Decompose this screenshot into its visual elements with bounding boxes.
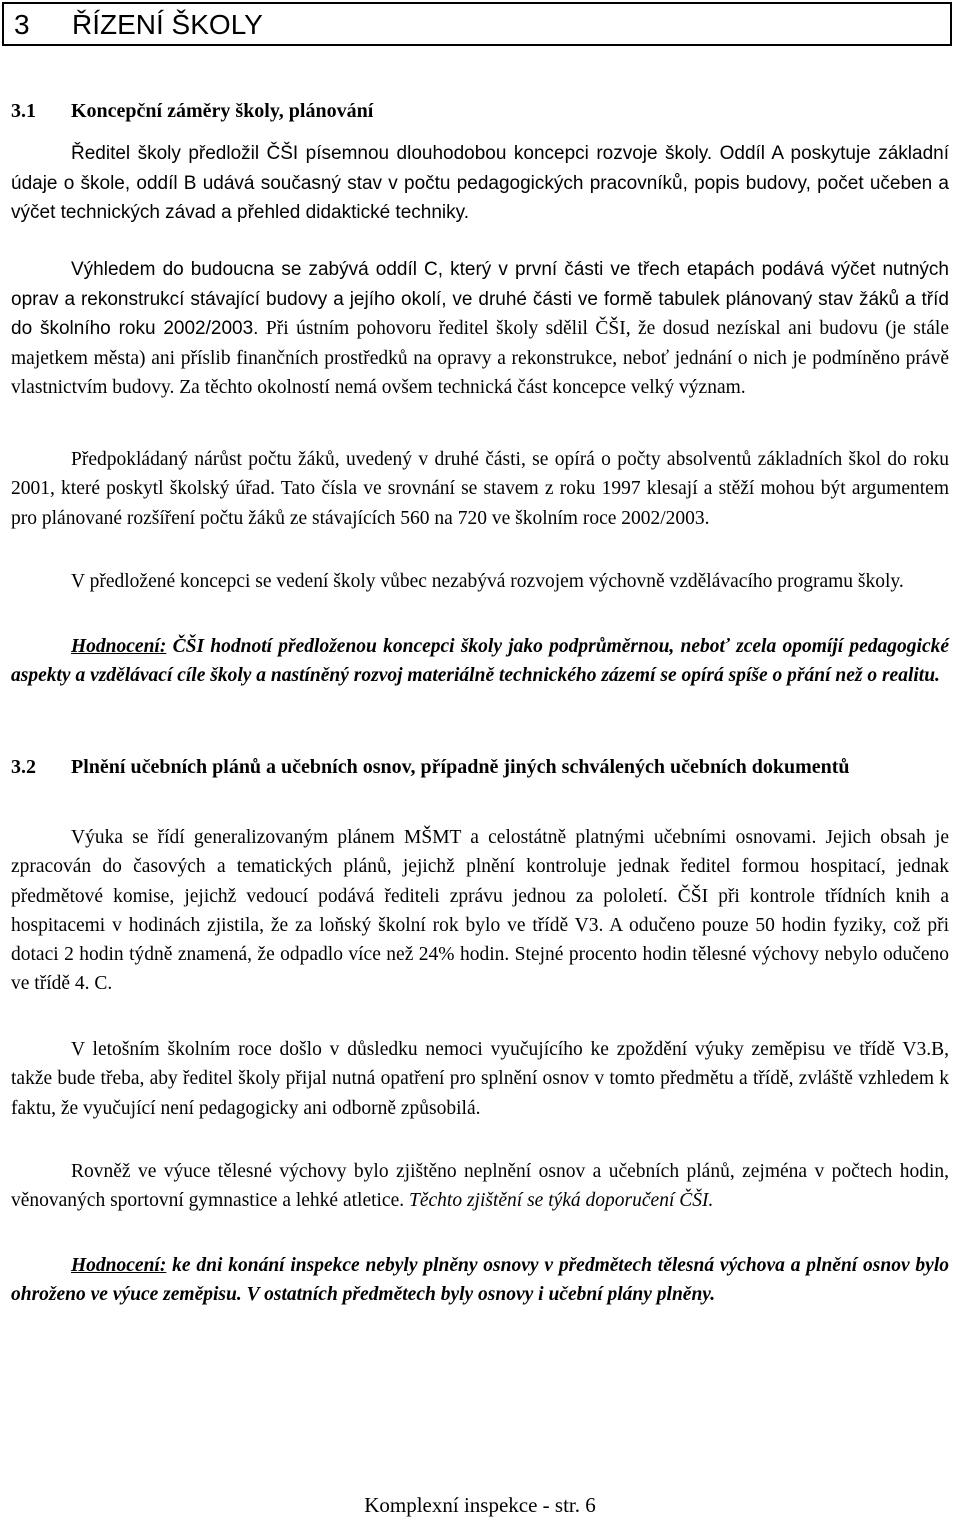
section-3-2-evaluation-label: Hodnocení: [71, 1255, 167, 1276]
section-3-2-heading [11, 753, 949, 782]
section-3-1-paragraph-2 [11, 255, 949, 402]
section-3-1-evaluation-label: Hodnocení: [71, 636, 167, 657]
section-3-2-paragraph-3 [11, 1157, 949, 1216]
chapter-heading [2, 2, 952, 46]
section-3-2-title: Plnění učebních plánů a učebních osnov, případně jiných schválených učebních dokumentů [71, 756, 850, 778]
section-3-1-number: 3.1 [11, 100, 36, 122]
section-3-1-paragraph-3: Předpokládaný nárůst počtu žáků, uvedený v druhé části, se opírá o počty absolventů základních škol do roku 2001, které poskytl školský úřad. Tato čísla ve srovnání se stavem z roku 1997 klesají a stěží mohou být argumentem pro plánované rozšíření počtu žáků ze stávajících 560 na 720 ve školním roce 2002/2003. [11, 449, 949, 529]
section-3-1-heading [11, 97, 949, 126]
section-3-1-paragraph-2-cont: Při ústním pohovoru ředitel školy sdělil ČŠI, že dosud nezískal ani budovu (je stále majetkem města) ani příslib finančních prostředků na opravy a rekonstrukce, neboť jednání o nich je podmíněno právě vlastnictvím budovy. Za těchto okolností nemá ovšem technická část koncepce velký význam. [11, 318, 949, 398]
page-footer: Komplexní inspekce - str. 6 [364, 1493, 596, 1517]
section-3-2-paragraph-1: Výuka se řídí generalizovaným plánem MŠMT a celostátně platnými učebními osnovami. Jejich obsah je zpracován do časových a tematických plánů, jejichž plnění kontroluje jednak ředitel formou hospitací, jednak předmětové komise, jejichž vedoucí podává řediteli zprávu jednou za pololetí. ČŠI při kontrole třídních knih a hospitacemi v hodinách zjistila, že za loňský školní rok bylo ve třídě V3. A odučeno pouze 50 hodin fyziky, což při dotaci 2 hodin týdně znamená, že odpadlo více než 24% hodin. Stejné procento hodin tělesné výchovy nebylo odučeno ve třídě 4. C. [11, 827, 949, 995]
section-3-1-title: Koncepční záměry školy, plánování [71, 100, 374, 122]
section-3-1-paragraph-4: V předložené koncepci se vedení školy vůbec nezabývá rozvojem výchovně vzdělávacího programu školy. [71, 571, 904, 592]
section-3-1-paragraph-2-sans: Výhledem do budoucna se zabývá oddíl C, který v první části ve třech etapách podává výčet nutných oprav a rekonstrukcí stávající budovy a jejího okolí, ve druhé části ve formě tabulek plánovaný stav žáků a tříd do školního roku 2002/2003. [11, 259, 949, 339]
section-3-2-paragraph-3-italic: Těchto zjištění se týká doporučení ČŠI. [409, 1190, 714, 1212]
section-3-2-number: 3.2 [11, 756, 36, 778]
chapter-title: ŘÍZENÍ ŠKOLY [72, 9, 263, 40]
section-3-1-paragraph-1: Ředitel školy předložil ČŠI písemnou dlouhodobou koncepci rozvoje školy. Oddíl A poskytuje základní údaje o škole, oddíl B udává současný stav v počtu pedagogických pracovníků, popis budovy, počet učeben a výčet technických závad a přehled didaktické techniky. [11, 143, 949, 223]
section-3-2-evaluation-text: ke dni konání inspekce nebyly plněny osnovy v předmětech tělesná výchova a plnění osnov bylo ohroženo ve výuce zeměpisu. V ostatních předmětech byly osnovy i učební plány plněny. [11, 1255, 950, 1306]
chapter-number: 3 [14, 9, 30, 40]
section-3-2-paragraph-3-text: Rovněž ve výuce tělesné výchovy bylo zjištěno neplnění osnov a učebních plánů, zejména v počtech hodin, věnovaných sportovní gymnastice a lehké atletice. [11, 1161, 949, 1212]
section-3-1-evaluation [11, 632, 949, 691]
section-3-2-evaluation [11, 1251, 949, 1310]
section-3-1-evaluation-text: ČŠI hodnotí předloženou koncepci školy jako podprůměrnou, neboť zcela opomíjí pedagogické aspekty a vzdělávací cíle školy a nastíněný rozvoj materiálně technického zázemí se opírá spíše o přání než o realitu. [11, 636, 950, 687]
section-3-2-paragraph-2: V letošním školním roce došlo v důsledku nemoci vyučujícího ke zpoždění výuky zeměpisu ve třídě V3.B, takže bude třeba, aby ředitel školy přijal nutná opatření pro splnění osnov v tomto předmětu a třídě, zvláště vzhledem k faktu, že vyučující není pedagogicky ani odborně způsobilá. [11, 1039, 949, 1119]
